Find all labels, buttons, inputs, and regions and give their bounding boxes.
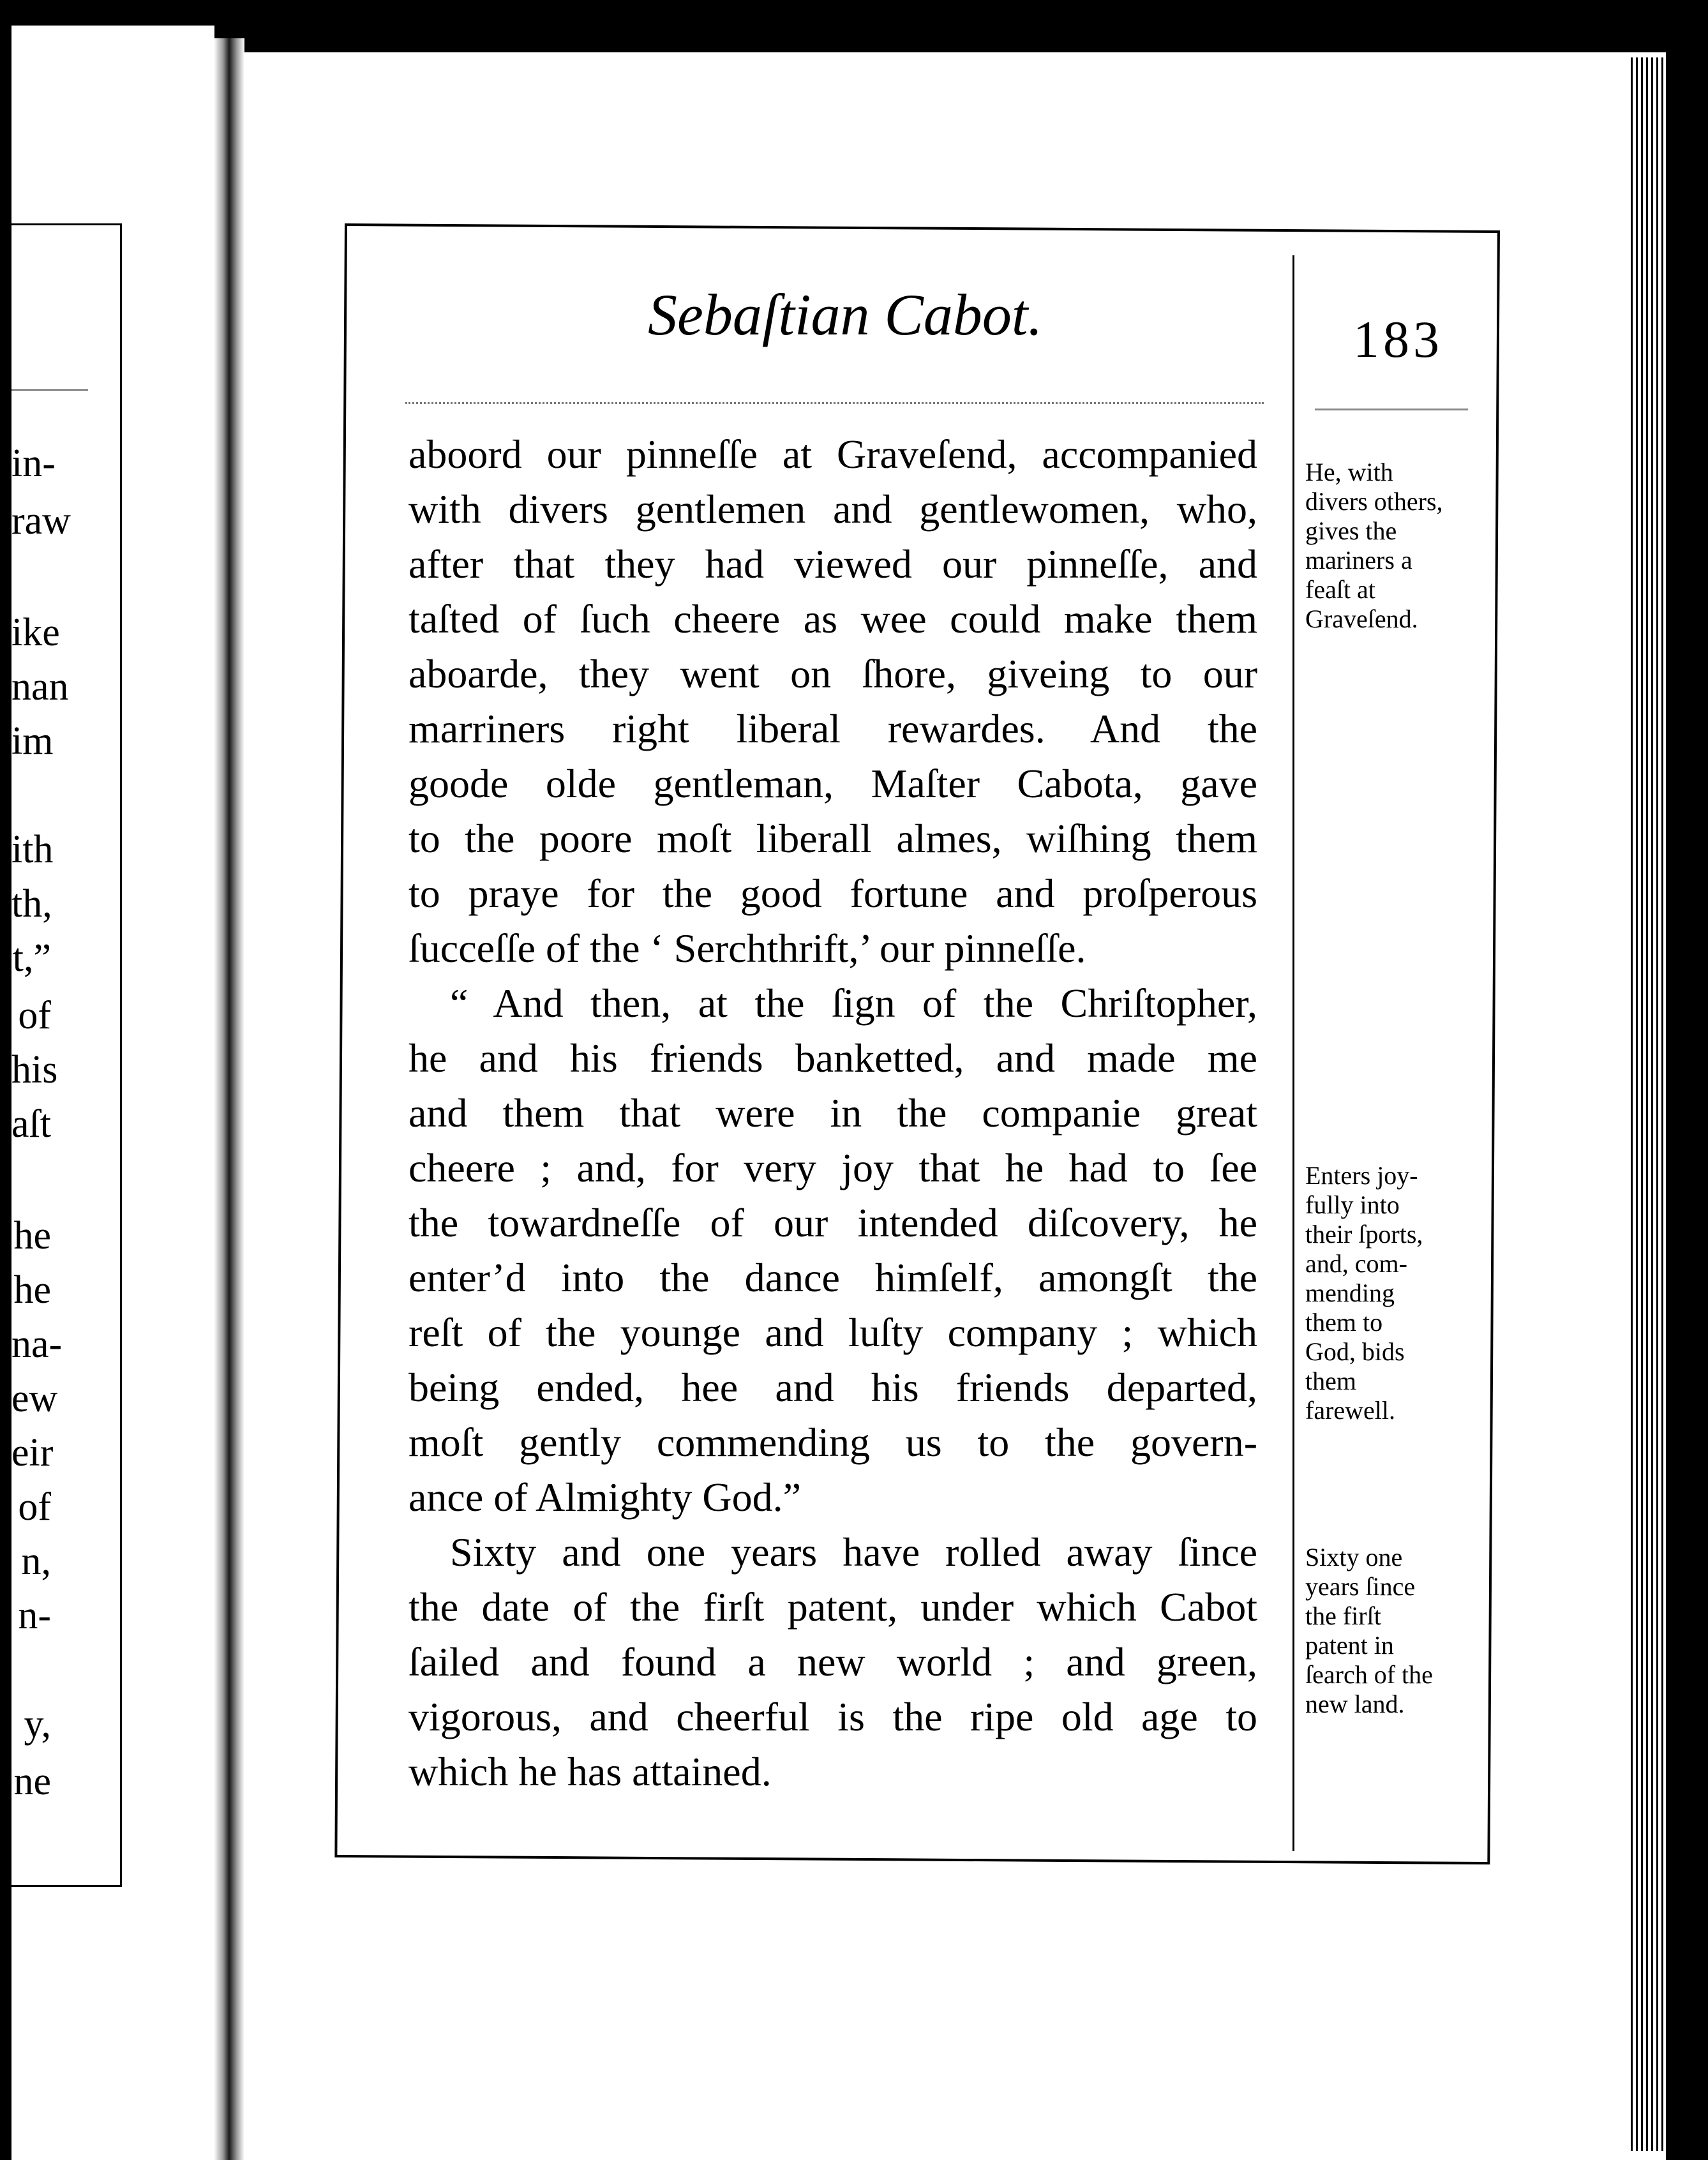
margin-note-line: new land. bbox=[1305, 1690, 1405, 1718]
body-line: marriners right liberal rewardes. And the bbox=[408, 706, 1257, 751]
facing-page-fragment: ew bbox=[11, 1377, 58, 1420]
margin-note-line: mending bbox=[1305, 1279, 1395, 1307]
margin-header-rule bbox=[1315, 409, 1468, 410]
facing-page-fragment: na- bbox=[11, 1323, 63, 1366]
body-line: ance of Almighty God.” bbox=[408, 1474, 801, 1520]
header-rule bbox=[405, 402, 1264, 404]
facing-page-fragment: raw bbox=[11, 499, 71, 543]
body-line: ſailed and found a new world ; and green, bbox=[408, 1639, 1257, 1684]
body-line: he and his friends banketted, and made me bbox=[408, 1035, 1257, 1081]
body-line: the date of the firſt patent, under which Cabot bbox=[408, 1584, 1257, 1630]
body-line: reſt of the younge and luſty company ; which bbox=[408, 1310, 1257, 1355]
facing-page-fragment: of bbox=[18, 1485, 51, 1529]
margin-note-line: patent in bbox=[1305, 1631, 1394, 1660]
scan-border-top bbox=[0, 0, 1708, 52]
body-line: “ And then, at the ſign of the Chriſtopher, bbox=[450, 980, 1257, 1026]
margin-note-line: mariners a bbox=[1305, 546, 1412, 574]
body-line: enter’d into the dance himſelf, amongſt the bbox=[408, 1255, 1257, 1300]
body-line: and them that were in the companie great bbox=[408, 1090, 1257, 1136]
margin-column-divider bbox=[1292, 255, 1294, 1851]
scan-border-right bbox=[1666, 0, 1708, 2160]
facing-page-fragment: in- bbox=[11, 442, 56, 485]
margin-note-line: fully into bbox=[1305, 1190, 1400, 1219]
margin-note-line: gives the bbox=[1305, 516, 1397, 545]
body-line: to praye for the good fortune and proſperous bbox=[408, 871, 1257, 916]
facing-page-fragment: im bbox=[11, 719, 54, 763]
margin-note-line: their ſports, bbox=[1305, 1220, 1423, 1249]
facing-page-fragment: he bbox=[13, 1268, 51, 1312]
facing-page-fragment: n, bbox=[21, 1540, 51, 1583]
facing-page-fragment: n- bbox=[18, 1594, 51, 1637]
body-line: taſted of ſuch cheere as wee could make them bbox=[408, 596, 1257, 641]
margin-note-line: Graveſend. bbox=[1305, 604, 1418, 633]
margin-note-line: farewell. bbox=[1305, 1396, 1396, 1425]
margin-note-line: Enters joy- bbox=[1305, 1161, 1418, 1190]
facing-page-fragment: nan bbox=[11, 665, 69, 709]
margin-note-line: the firſt bbox=[1305, 1601, 1381, 1630]
scan-border-left bbox=[0, 0, 11, 2160]
body-line: the towardneſſe of our intended diſcovery, he bbox=[408, 1200, 1257, 1245]
body-line: goode olde gentleman, Maſter Cabota, gave bbox=[408, 761, 1257, 806]
facing-page-fragment: ike bbox=[11, 611, 60, 654]
facing-page-rule bbox=[11, 389, 88, 391]
facing-page-fragment: of bbox=[18, 994, 51, 1037]
body-line: with divers gentlemen and gentlewomen, who, bbox=[408, 486, 1257, 532]
facing-page-fragment: th, bbox=[11, 882, 52, 926]
page-edges bbox=[1631, 57, 1666, 2151]
margin-note-line: Sixty one bbox=[1305, 1543, 1403, 1571]
facing-page-fragment: eir bbox=[11, 1431, 54, 1474]
margin-note-line: He, with bbox=[1305, 458, 1393, 486]
facing-page-fragment: ne bbox=[13, 1760, 51, 1803]
margin-note-line: ſearch of the bbox=[1305, 1660, 1433, 1689]
body-line: to the poore moſt liberall almes, wiſhing them bbox=[408, 816, 1257, 861]
running-head-title: Sebaſtian Cabot. bbox=[648, 282, 1043, 347]
body-line: ſucceſſe of the ‘ Serchthrift,’ our pinneſſe. bbox=[408, 926, 1086, 971]
facing-page-fragment: ith bbox=[11, 828, 54, 871]
margin-note-line: and, com- bbox=[1305, 1249, 1407, 1278]
body-line: Sixty and one years have rolled away ſince bbox=[450, 1529, 1257, 1575]
facing-page-fragment: his bbox=[11, 1048, 58, 1091]
body-line: vigorous, and cheerful is the ripe old age to bbox=[408, 1694, 1257, 1739]
body-line: after that they had viewed our pinneſſe, and bbox=[408, 541, 1257, 587]
body-line: moſt gently commending us to the govern- bbox=[408, 1420, 1257, 1465]
margin-note-line: feaſt at bbox=[1305, 575, 1375, 604]
page-number: 183 bbox=[1353, 310, 1443, 368]
body-line: cheere ; and, for very joy that he had to ſee bbox=[408, 1145, 1257, 1190]
facing-page bbox=[11, 26, 214, 2160]
margin-note-line: years ſince bbox=[1305, 1572, 1416, 1601]
facing-page-fragment: y, bbox=[24, 1702, 51, 1746]
margin-note-line: them to bbox=[1305, 1308, 1383, 1337]
margin-note-line: them bbox=[1305, 1367, 1356, 1395]
facing-page-fragment: t,” bbox=[12, 936, 51, 980]
facing-page-fragment: aſt bbox=[11, 1102, 51, 1146]
body-line: being ended, hee and his friends departed, bbox=[408, 1365, 1257, 1410]
book-gutter bbox=[214, 38, 244, 2160]
margin-note-line: God, bids bbox=[1305, 1337, 1405, 1366]
body-line: which he has attained. bbox=[408, 1749, 772, 1794]
body-line: aboarde, they went on ſhore, giveing to our bbox=[408, 651, 1257, 696]
margin-note-line: divers others, bbox=[1305, 487, 1443, 516]
facing-page-fragment: he bbox=[13, 1214, 51, 1257]
body-line: aboord our pinneſſe at Graveſend, accompanied bbox=[408, 431, 1257, 477]
